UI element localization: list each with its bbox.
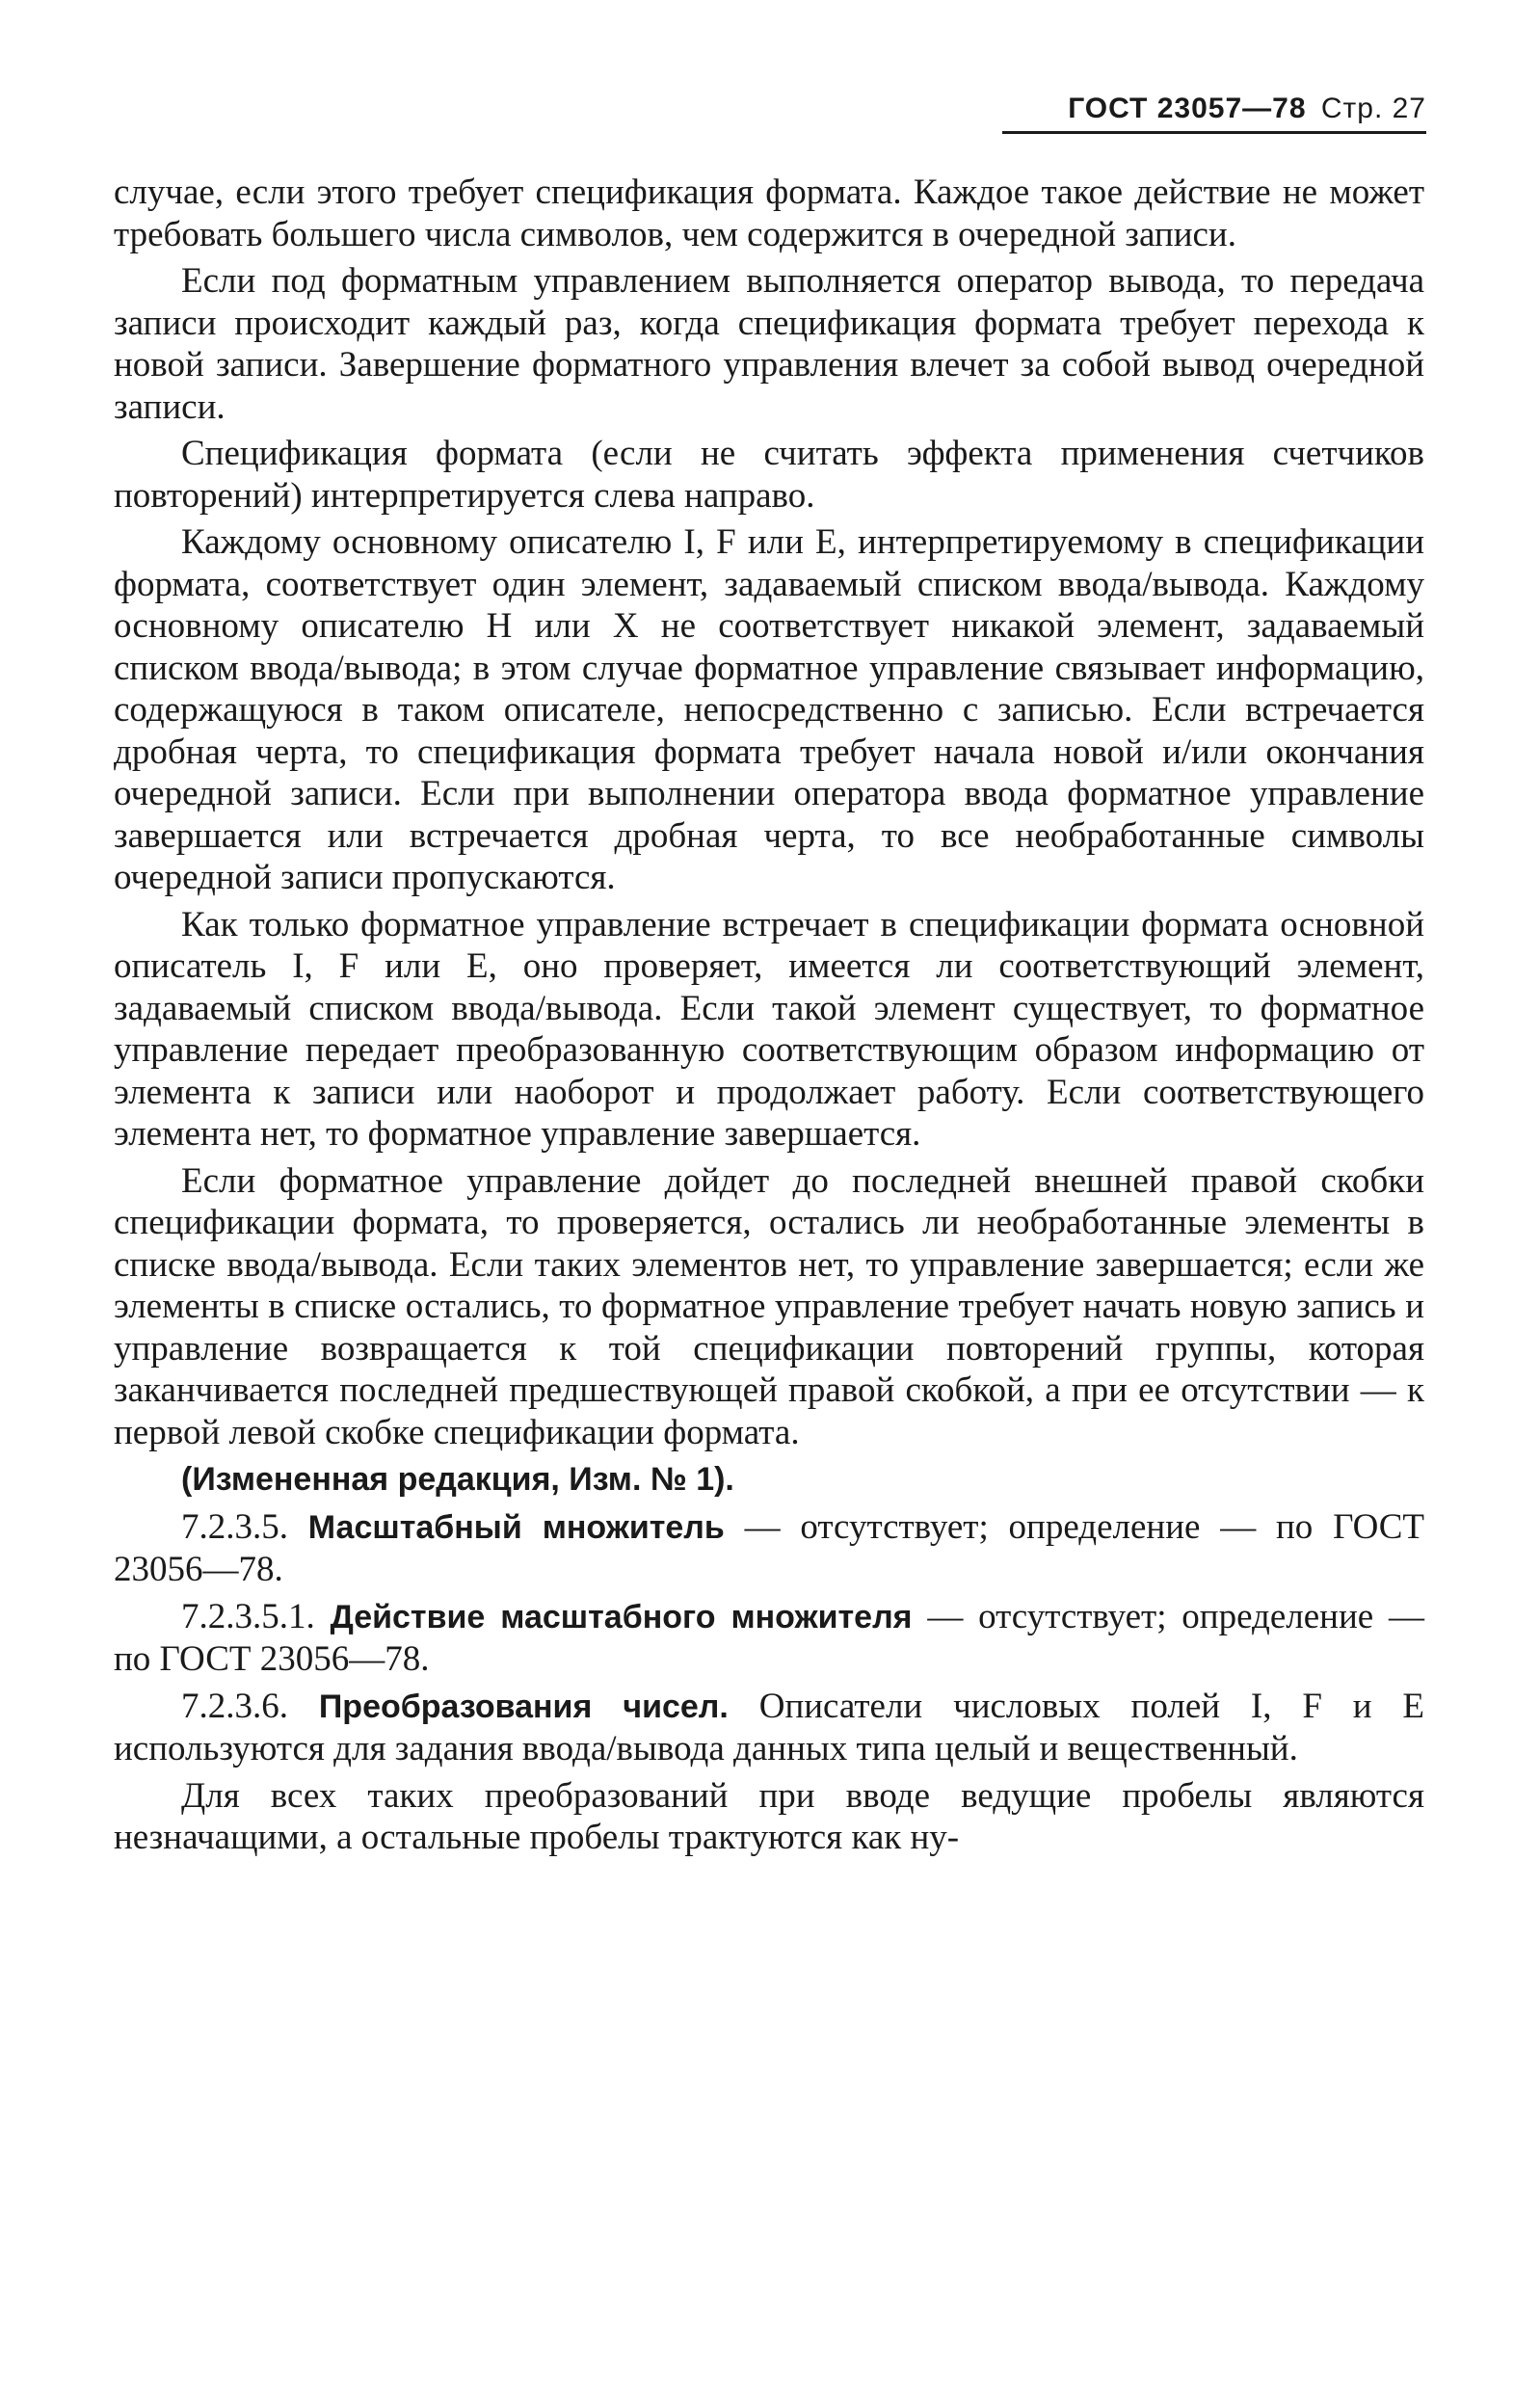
- section-title: Действие масштабного множителя: [330, 1598, 913, 1635]
- document-body: [114, 172, 1424, 1864]
- section-number: 7.2.3.5.1.: [181, 1596, 315, 1636]
- section-number: 7.2.3.6.: [181, 1686, 288, 1726]
- section-title: Преобразования чисел.: [318, 1688, 729, 1725]
- paragraph-8: Для всех таких преобразований при вводе ведущие пробелы являются незначащими, а остальные пробелы трактуются как ну-: [114, 1775, 1424, 1857]
- amendment-note: [114, 1458, 1424, 1502]
- paragraph-6: Если форматное управление дойдет до последней внешней правой скобки спецификации формата, то проверяется, остались ли необработанные элементы в списке ввода/вывода. Если таких элементов нет, то управление завершается; если же элементы в списке остались, то форматное управление требует начать новую запись и управление возвращается к той спецификации повторений группы, которая заканчивается последней предшествующей правой скобкой, а при ее отсутствии — к первой левой скобке спецификации формата.: [114, 1160, 1424, 1452]
- section-text: Описатели числовых полей I, F и Е используются для задания ввода/вывода данных типа целый и вещественный.: [114, 1686, 1425, 1768]
- section-7-2-3-5: [114, 1506, 1424, 1591]
- section-number: 7.2.3.5.: [181, 1506, 288, 1547]
- paragraph-4: Каждому основному описателю I, F или Е, интерпретируемому в спецификации формата, соответствует один элемент, задаваемый списком ввода/вывода. Каждому основному описателю Н или X не соответствует никакой элемент, задаваемый списком ввода/вывода; в этом случае форматное управление связывает информацию, содержащуюся в таком описателе, непосредственно с записью. Если встречается дробная черта, то спецификация формата требует начала новой и/или окончания очередной записи. Если при выполнении оператора ввода форматное управление завершается или встречается дробная черта, то все необработанные символы очередной записи пропускаются.: [114, 522, 1424, 897]
- paragraph-2: Если под форматным управлением выполняется оператор вывода, то передача записи происходит каждый раз, когда спецификация формата требует перехода к новой записи. Завершение форматного управления влечет за собой вывод очередной записи.: [114, 261, 1424, 427]
- section-title: Масштабный множитель: [307, 1508, 725, 1546]
- section-text: — отсутствует; определение — по ГОСТ 23056—78.: [114, 1596, 1425, 1679]
- amendment-text: (Измененная редакция, Изм. № 1).: [181, 1461, 734, 1498]
- section-7-2-3-6: [114, 1686, 1424, 1770]
- page-header: [1002, 93, 1426, 134]
- section-text: — отсутствует; определение — по ГОСТ 23056—78.: [114, 1506, 1425, 1589]
- paragraph-5: Как только форматное управление встречает в спецификации формата основной описатель I, F или Е, оно проверяет, имеется ли соответствующий элемент, задаваемый списком ввода/вывода. Если такой элемент существует, то форматное управление передает преобразованную соответствующим образом информацию от элемента к записи или наоборот и продолжает работу. Если соответствующего элемента нет, то форматное управление завершается.: [114, 904, 1424, 1154]
- doc-code: ГОСТ 23057—78: [1068, 93, 1307, 124]
- page-number: Стр. 27: [1320, 93, 1426, 124]
- section-7-2-3-5-1: [114, 1596, 1424, 1681]
- paragraph-1: случае, если этого требует спецификация формата. Каждое такое действие не может требовать большего числа символов, чем содержится в очередной записи.: [114, 173, 1424, 254]
- paragraph-3: Спецификация формата (если не считать эффекта применения счетчиков повторений) интерпретируется слева направо.: [114, 434, 1424, 516]
